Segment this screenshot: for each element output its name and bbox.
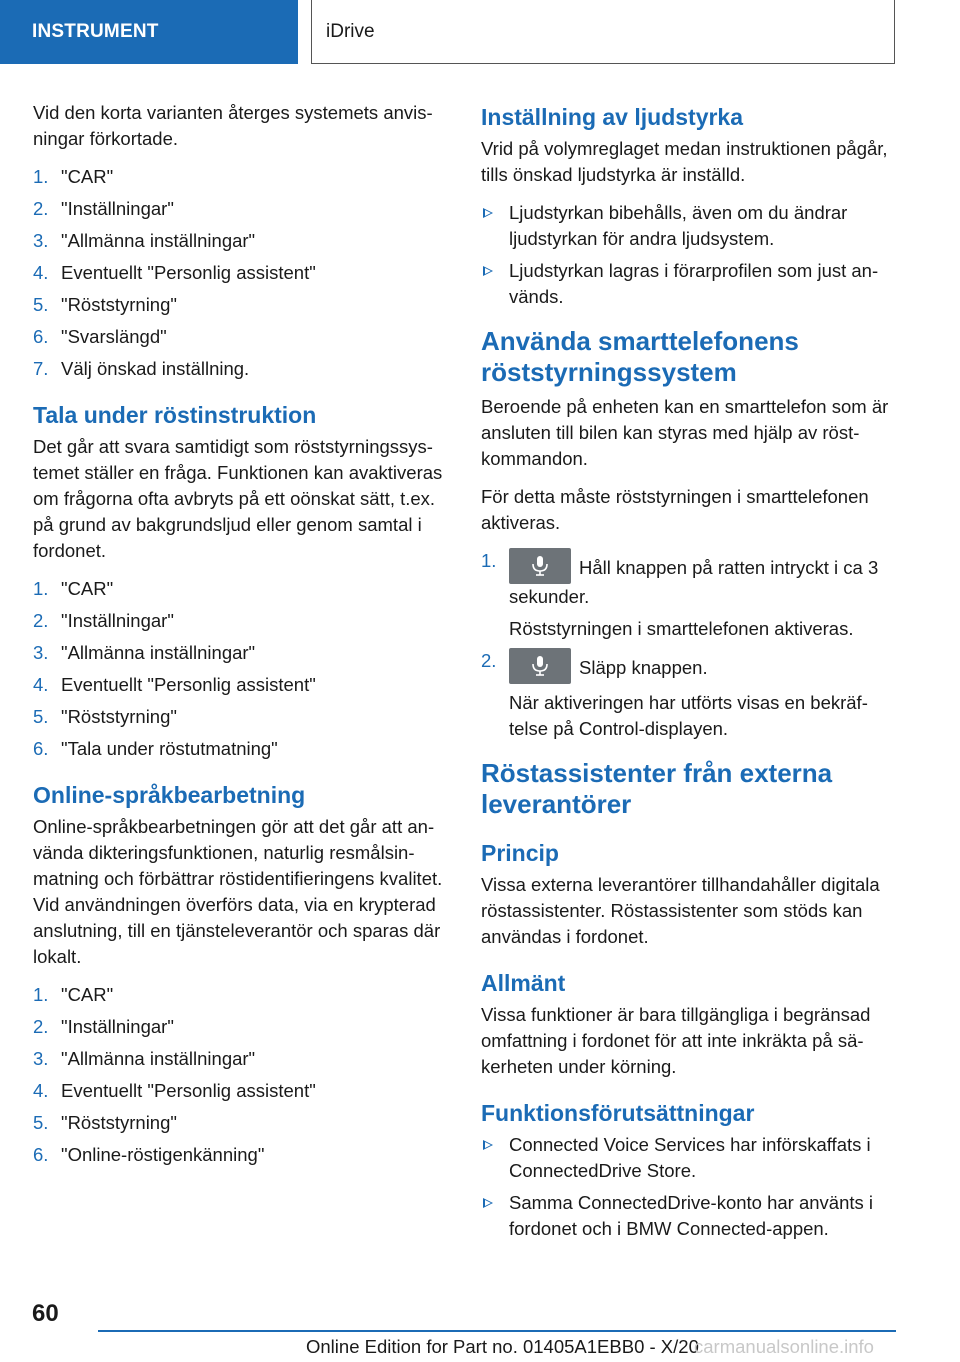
step-number: 5. [33,706,49,727]
step-number: 1. [33,166,49,187]
smart-steps [481,548,889,742]
step2-text: Släpp knappen. [579,657,708,678]
step-number: 2. [33,1016,49,1037]
step-number: 6. [33,738,49,759]
section-tab: INSTRUMENT [0,0,298,64]
list-item-text: Välj önskad inställning. [61,358,250,379]
list-item-text: "CAR" [61,166,114,187]
steps-list-3 [33,982,451,1168]
list-item [33,704,451,730]
list-item-text: Eventuellt "Personlig assistent" [61,674,316,695]
list-item-text: "CAR" [61,578,114,599]
list-item-text: "Röststyrning" [61,706,177,727]
footer-edition: Online Edition for Part no. 01405A1EBB0 - X/20 [306,1336,699,1357]
page-header [0,0,960,66]
watermark: carmanualsonline.info [694,1336,874,1357]
step-number: 6. [33,1144,49,1165]
list-item-text: "Inställningar" [61,1016,174,1037]
step-number: 2. [33,198,49,219]
list-item-text: "Allmänna inställningar" [61,642,256,663]
list-item-text: "CAR" [61,984,114,1005]
triangle-bullet-icon [483,266,493,276]
microphone-icon [531,656,549,676]
princip-body: Vissa externa leverantörer tillhandahåller digitala röstassistenter. Röstassistenter som stöds kan användas i fordonet. [481,874,880,947]
step1-text: Håll knappen på ratten intryckt i ca 3 sekunder. [509,557,879,607]
list-item [481,548,889,642]
list-item [33,982,451,1008]
voice-button-image [509,548,571,584]
tala-body: Det går att svara samtidigt som röststyrningssystemet ställer en fråga. Funktionen kan avaktiveras om frågorna ofta avbryts på ett oönskat sätt, t.ex. på grund av bakgrundsljud eller genom samtal i fordonet. [33,436,443,561]
list-item-text: "Inställningar" [61,198,174,219]
list-item [481,258,889,310]
intro-text: Vid den korta varianten återges systemets anvisningar förkortade. [33,102,433,149]
step-number: 6. [33,326,49,347]
list-item-text: Ljudstyrkan lagras i förarprofilen som just används. [509,260,879,307]
list-item [33,228,451,254]
step-number: 4. [33,674,49,695]
chapter-title: iDrive [311,0,895,64]
list-item-text: Samma ConnectedDrive-konto har använts i fordonet och i BMW Connected-appen. [509,1192,874,1239]
list-item-text: Eventuellt "Personlig assistent" [61,1080,316,1101]
heading-princip: Princip [481,840,559,866]
step-number: 2. [33,610,49,631]
steps-list-1 [33,164,451,382]
step-number: 1. [33,578,49,599]
smart-body-1: Beroende på enheten kan en smarttelefon som är ansluten till bilen kan styras med hjälp av röstkommandon. [481,396,889,469]
list-item-text: "Allmänna inställningar" [61,1048,256,1069]
online-body: Online-språkbearbetningen gör att det går att använda dikteringsfunktionen, naturlig resmålsinmatning och förbättrar röstidentifieringens kvalitet. Vid användningen överförs data, via en krypterad anslutning, till en tjänsteleverantör och sparas där lokalt. [33,816,443,967]
triangle-bullet-icon [483,1140,493,1150]
allmant-body: Vissa funktioner är bara tillgängliga i begränsad omfattning i fordonet för att inte inkräkta på säkerheten under körning. [481,1004,871,1077]
step-number: 7. [33,358,49,379]
page-number: 60 [32,1300,59,1327]
microphone-icon [531,556,549,576]
volym-body: Vrid på volymreglaget medan instruktionen pågår, tills önskad ljudstyrka är inställd. [481,138,888,185]
list-item [481,1190,889,1242]
step-number: 1. [33,984,49,1005]
list-item [33,324,451,350]
triangle-bullet-icon [483,208,493,218]
smart-body-2: För detta måste röststyrningen i smarttelefonen aktiveras. [481,486,869,533]
list-item [33,164,451,190]
step-number: 3. [33,230,49,251]
heading-funk: Funktionsförutsättningar [481,1100,755,1126]
list-item [33,1046,451,1072]
list-item-text: "Inställningar" [61,610,174,631]
list-item [33,1078,451,1104]
step-number: 4. [33,262,49,283]
step-number: 3. [33,1048,49,1069]
list-item [33,672,451,698]
heading-tala: Tala under röstinstruktion [33,402,317,428]
list-item [33,576,451,602]
list-item [33,356,451,382]
step1-note: Röststyrningen i smarttelefonen aktiveras. [509,618,854,639]
list-item [33,608,451,634]
heading-allmant: Allmänt [481,970,566,996]
list-item [33,736,451,762]
right-column [481,100,889,1254]
heading-online: Online-språkbearbetning [33,782,306,808]
step-number: 5. [33,294,49,315]
list-item [33,1110,451,1136]
heading-smart: Använda smarttelefonens röststyrningssystem [481,326,799,387]
footer-rule [98,1330,896,1332]
step-number: 3. [33,642,49,663]
step2-note: När aktiveringen har utförts visas en bekräftelse på Control-displayen. [509,692,868,739]
list-item [33,196,451,222]
volym-bullets [481,200,889,310]
funk-bullets [481,1132,889,1242]
list-item-text: "Röststyrning" [61,294,177,315]
list-item-text: Connected Voice Services har införskaffats i ConnectedDrive Store. [509,1134,871,1181]
list-item [481,200,889,252]
list-item-text: "Allmänna inställningar" [61,230,256,251]
left-column [33,100,451,1182]
step-number: 2. [481,650,497,671]
list-item [33,1142,451,1168]
list-item [33,292,451,318]
heading-extern: Röstassistenter från externa leverantörer [481,758,833,819]
list-item-text: Ljudstyrkan bibehålls, även om du ändrar ljudstyrkan för andra ljudsystem. [509,202,848,249]
step-number: 1. [481,550,497,571]
list-item-text: "Tala under röstutmatning" [61,738,278,759]
step-number: 5. [33,1112,49,1133]
list-item [33,1014,451,1040]
triangle-bullet-icon [483,1198,493,1208]
list-item-text: "Online-röstigenkänning" [61,1144,265,1165]
list-item [33,260,451,286]
list-item [481,1132,889,1184]
list-item-text: Eventuellt "Personlig assistent" [61,262,316,283]
list-item-text: "Röststyrning" [61,1112,177,1133]
voice-button-image [509,648,571,684]
list-item-text: "Svarslängd" [61,326,167,347]
heading-volym: Inställning av ljudstyrka [481,104,744,130]
list-item [33,640,451,666]
list-item [481,648,889,742]
steps-list-2 [33,576,451,762]
step-number: 4. [33,1080,49,1101]
